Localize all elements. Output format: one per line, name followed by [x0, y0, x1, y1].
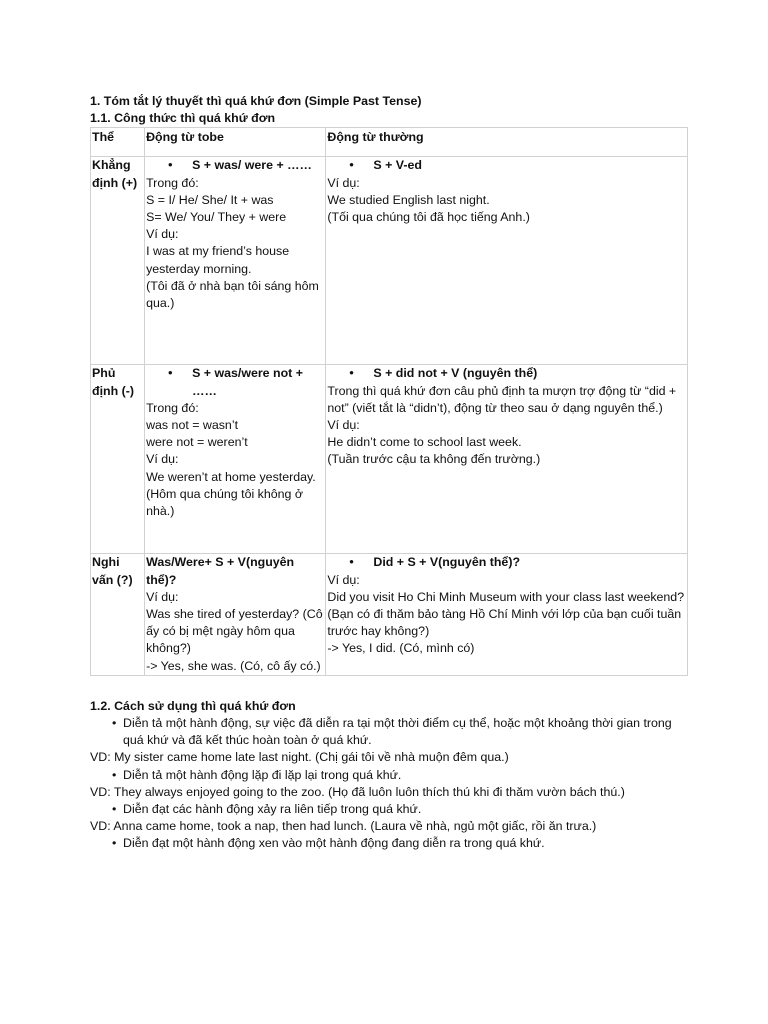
- document-title: 1. Tóm tắt lý thuyết thì quá khứ đơn (Simple Past Tense): [90, 94, 422, 108]
- cell-line: Ví dụ:: [146, 227, 179, 242]
- cell-line: Trong đó:: [146, 175, 199, 190]
- regular-cell: [326, 157, 688, 365]
- usage-bullet: • Diễn đạt các hành động xảy ra liên tiếp trong quá khứ.: [90, 801, 690, 818]
- cell-line: Ví dụ:: [327, 175, 360, 190]
- usage-list: [90, 801, 690, 818]
- cell-line: Did you visit Ho Chi Minh Museum with your class last weekend? (Bạn có đi thăm bảo tàng Hồ Chí Minh với lớp của bạn cuối tuần trước hay không?): [327, 589, 685, 639]
- regular-cell: [326, 554, 688, 675]
- header-regular: Động từ thường: [326, 128, 688, 157]
- cell-line: (Tối qua chúng tôi đã học tiếng Anh.): [327, 210, 530, 225]
- tobe-cell: [145, 365, 326, 554]
- section-1-2-heading: 1.2. Cách sử dụng thì quá khứ đơn: [90, 698, 296, 713]
- cell-line: (Tôi đã ở nhà bạn tôi sáng hôm qua.): [146, 278, 319, 311]
- header-tobe: Động từ tobe: [145, 128, 326, 157]
- formula-bullet: • S + was/ were + ……: [146, 157, 324, 174]
- cell-line: We studied English last night.: [327, 192, 490, 207]
- cell-line: I was at my friend’s house yesterday morning.: [146, 244, 290, 276]
- cell-line: We weren’t at home yesterday.: [146, 469, 316, 484]
- cell-line: was not = wasn’t: [146, 418, 239, 433]
- cell-line: Ví dụ:: [146, 589, 179, 604]
- cell-line: (Tuần trước cậu ta không đến trường.): [327, 452, 541, 467]
- formula-line: Was/Were+ S + V(nguyên thể)?: [146, 555, 295, 587]
- cell-line: S = I/ He/ She/ It + was: [146, 192, 274, 207]
- table-header-row: [91, 128, 688, 157]
- header-form: Thể: [91, 128, 145, 157]
- table-row-affirmative: [91, 157, 688, 365]
- cell-line: -> Yes, she was. (Có, cô ấy có.): [146, 658, 321, 673]
- cell-line: He didn’t come to school last week.: [327, 435, 522, 450]
- form-label: Nghi vấn (?): [91, 554, 145, 675]
- formula-table: [90, 127, 688, 675]
- formula-bullet: • S + did not + V (nguyên thể): [327, 365, 686, 382]
- cell-line: were not = weren’t: [146, 435, 248, 450]
- cell-line: -> Yes, I did. (Có, mình có): [327, 641, 475, 656]
- cell-line: Ví dụ:: [327, 572, 360, 587]
- usage-bullet: • Diễn đạt một hành động xen vào một hành động đang diễn ra trong quá khứ.: [90, 835, 690, 852]
- tobe-cell: [145, 157, 326, 365]
- usage-list: [90, 715, 690, 749]
- cell-line: Trong đó:: [146, 400, 199, 415]
- table-row-negative: [91, 365, 688, 554]
- cell-line: Ví dụ:: [327, 418, 360, 433]
- cell-line: Trong thì quá khứ đơn câu phủ định ta mượn trợ động từ “did + not” (viết tắt là “didn’t), động từ theo sau ở dạng nguyên thể.): [327, 383, 677, 415]
- cell-line: Was she tired of yesterday? (Cô ấy có bị mệt ngày hôm qua không?): [146, 607, 323, 656]
- form-label: Khẳng định (+): [91, 157, 145, 365]
- formula-bullet: • S + V-ed: [327, 157, 686, 174]
- cell-line: Ví dụ:: [146, 452, 179, 467]
- usage-bullet: • Diễn tả một hành động, sự việc đã diễn ra tại một thời điểm cụ thể, hoặc một khoảng thời gian trong quá khứ và đã kết thúc hoàn toàn ở quá khứ.: [90, 715, 690, 749]
- usage-example: VD: My sister came home late last night. (Chị gái tôi về nhà muộn đêm qua.): [90, 750, 509, 765]
- usage-list: [90, 835, 690, 852]
- usage-example: VD: Anna came home, took a nap, then had lunch. (Laura về nhà, ngủ một giấc, rồi ăn trưa.): [90, 819, 597, 834]
- regular-cell: [326, 365, 688, 554]
- section-1-1-heading: 1.1. Công thức thì quá khứ đơn: [90, 111, 276, 126]
- usage-list: [90, 767, 690, 784]
- form-label: Phủ định (-): [91, 365, 145, 554]
- document-page: [90, 93, 690, 853]
- formula-bullet: • S + was/were not + ……: [146, 365, 324, 399]
- cell-line: S= We/ You/ They + were: [146, 210, 287, 225]
- usage-bullet: • Diễn tả một hành động lặp đi lặp lại trong quá khứ.: [90, 767, 690, 784]
- tobe-cell: [145, 554, 326, 675]
- formula-bullet: • Did + S + V(nguyên thể)?: [327, 554, 686, 571]
- cell-line: (Hôm qua chúng tôi không ở nhà.): [146, 486, 303, 519]
- table-row-interrogative: [91, 554, 688, 675]
- usage-example: VD: They always enjoyed going to the zoo. (Họ đã luôn luôn thích thú khi đi thăm vườn bách thú.): [90, 784, 625, 799]
